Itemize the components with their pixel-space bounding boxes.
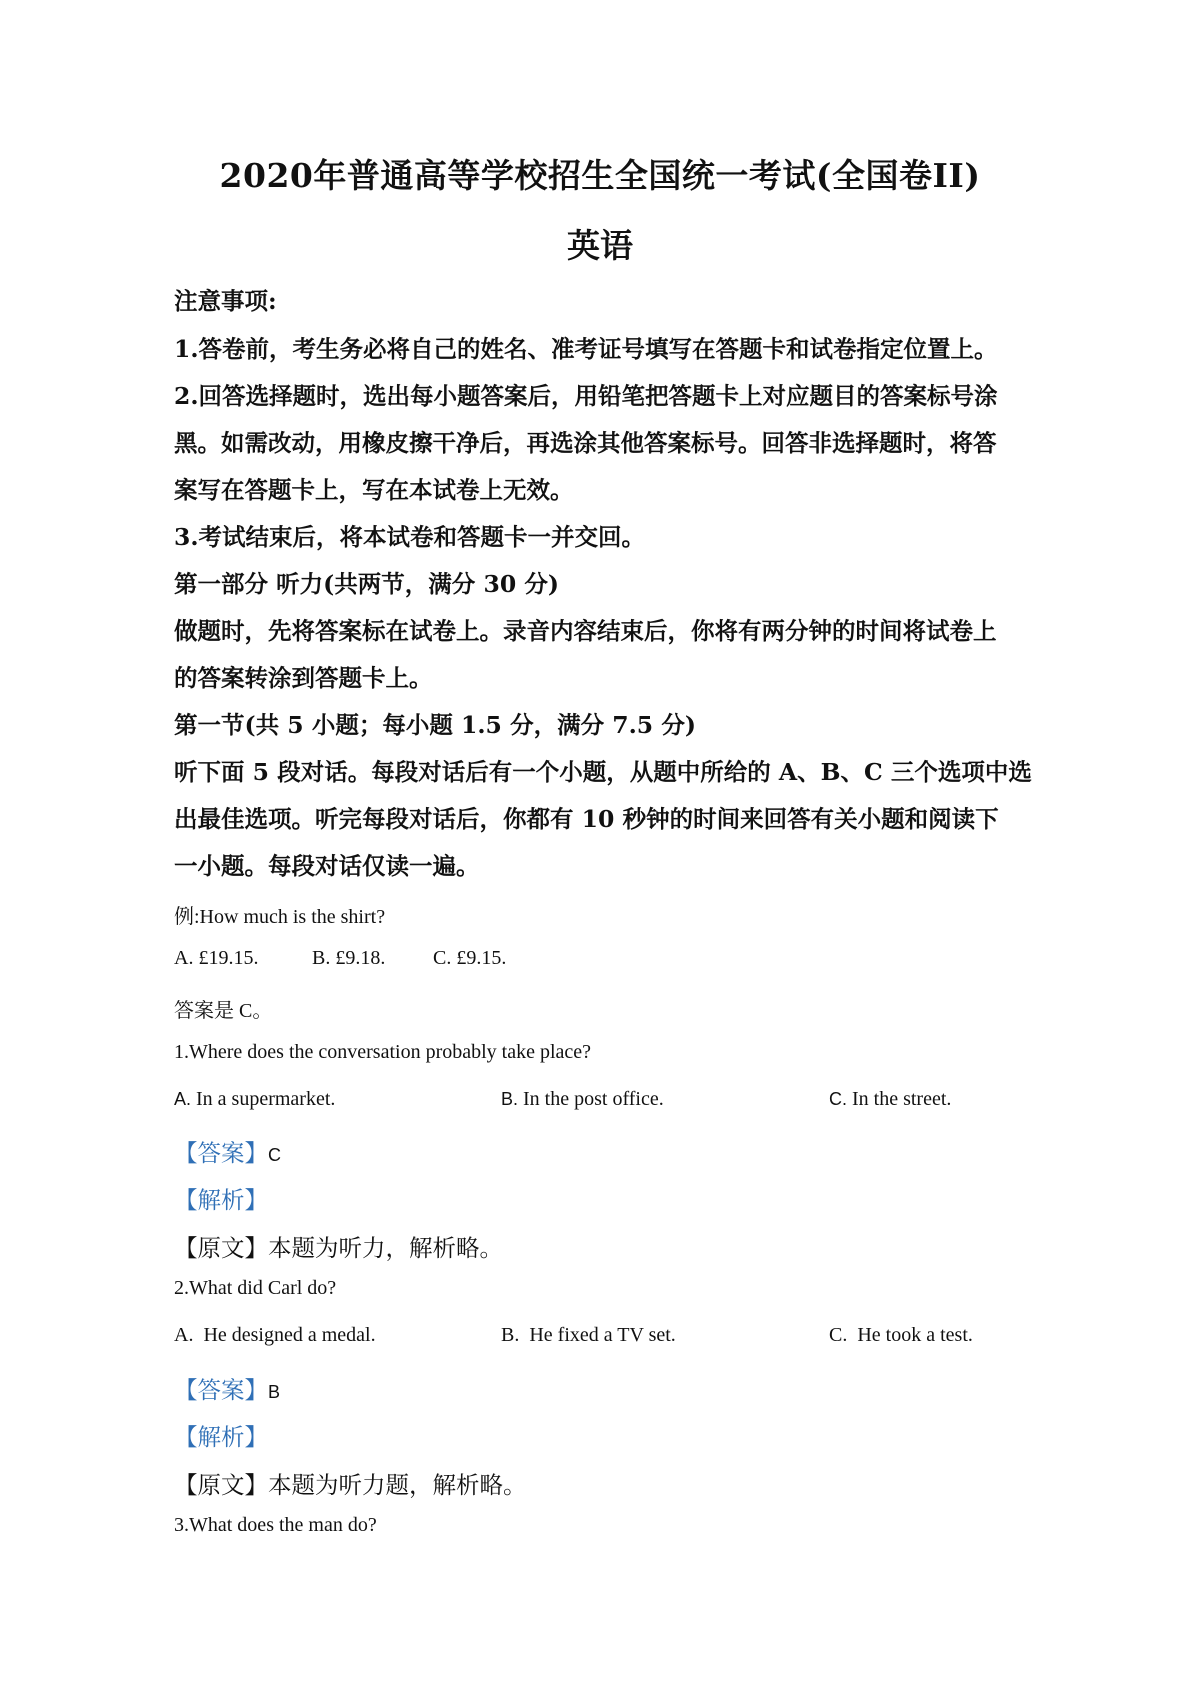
example-option-a: A. £19.15.: [174, 947, 259, 969]
notice-item-1: 1.答卷前，考生务必将自己的姓名、准考证号填写在答题卡和试卷指定位置上。: [174, 335, 998, 363]
section1-instruction-line-3: 一小题。每段对话仅读一遍。: [174, 852, 480, 880]
option-letter: B.: [501, 1089, 519, 1109]
notice-heading: 注意事项:: [174, 287, 277, 315]
part1-instruction-line-1: 做题时，先将答案标在试卷上。录音内容结束后，你将有两分钟的时间将试卷上: [174, 617, 997, 645]
notice-item-2-line-2: 黑。如需改动，用橡皮擦干净后，再选涂其他答案标号。回答非选择题时，将答: [174, 429, 997, 457]
option-text: In the post office.: [518, 1088, 664, 1110]
question-2-original: [174, 1466, 527, 1500]
option-letter: A.: [174, 1089, 192, 1109]
answer-value: B: [268, 1382, 281, 1402]
part1-heading: 第一部分 听力(共两节，满分 30 分): [174, 570, 559, 598]
question-3-stem: 3.What does the man do?: [174, 1514, 377, 1536]
question-1-stem: 1.Where does the conversation probably take place?: [174, 1041, 592, 1063]
question-2-option-b: [501, 1324, 676, 1347]
option-letter: B.: [501, 1324, 520, 1346]
example-answer: 答案是 C。: [174, 1000, 273, 1022]
section1-heading: 第一节(共 5 小题；每小题 1.5 分，满分 7.5 分): [174, 711, 696, 739]
answer-tag: 【答案】: [174, 1139, 268, 1167]
question-1-option-c: [829, 1088, 951, 1111]
question-1-answer: [174, 1134, 281, 1168]
question-2-option-c: [829, 1324, 973, 1347]
question-2-stem: 2.What did Carl do?: [174, 1277, 337, 1299]
question-1-original: [174, 1229, 503, 1263]
part1-instruction-line-2: 的答案转涂到答题卡上。: [174, 664, 433, 692]
original-text: 本题为听力，解析略。: [268, 1234, 503, 1262]
subject-title: 英语: [567, 226, 633, 265]
original-tag: 【原文】: [174, 1471, 268, 1499]
question-1-analysis-tag: 【解析】: [174, 1186, 268, 1214]
option-text: In a supermarket.: [191, 1088, 336, 1110]
option-letter: C.: [829, 1324, 848, 1346]
exam-title: 2020年普通高等学校招生全国统一考试(全国卷II): [219, 156, 981, 195]
question-1-option-a: [174, 1088, 335, 1111]
original-text: 本题为听力题，解析略。: [268, 1471, 527, 1499]
original-tag: 【原文】: [174, 1234, 268, 1262]
option-text: He designed a medal.: [203, 1324, 376, 1346]
question-2-analysis-tag: 【解析】: [174, 1423, 268, 1451]
question-2-option-a: [174, 1324, 376, 1347]
option-letter: A.: [174, 1324, 194, 1346]
example-option-c: C. £9.15.: [433, 947, 507, 969]
example-option-b: B. £9.18.: [312, 947, 386, 969]
question-2-answer: [174, 1371, 280, 1405]
option-letter: C.: [829, 1089, 847, 1109]
notice-item-2-line-1: 2.回答选择题时，选出每小题答案后，用铅笔把答题卡上对应题目的答案标号涂: [174, 382, 998, 410]
option-text: He fixed a TV set.: [529, 1324, 676, 1346]
section1-instruction-line-1: 听下面 5 段对话。每段对话后有一个小题，从题中所给的 A、B、C 三个选项中选: [174, 758, 1032, 786]
notice-item-3: 3.考试结束后，将本试卷和答题卡一并交回。: [174, 523, 646, 551]
question-1-option-b: [501, 1088, 664, 1111]
section1-instruction-line-2: 出最佳选项。听完每段对话后，你都有 10 秒钟的时间来回答有关小题和阅读下: [174, 805, 999, 833]
option-text: He took a test.: [857, 1324, 973, 1346]
example-question: 例:How much is the shirt?: [174, 906, 386, 928]
answer-value: C: [268, 1145, 281, 1165]
answer-tag: 【答案】: [174, 1376, 268, 1404]
notice-item-2-line-3: 案写在答题卡上，写在本试卷上无效。: [174, 476, 574, 504]
option-text: In the street.: [847, 1088, 952, 1110]
